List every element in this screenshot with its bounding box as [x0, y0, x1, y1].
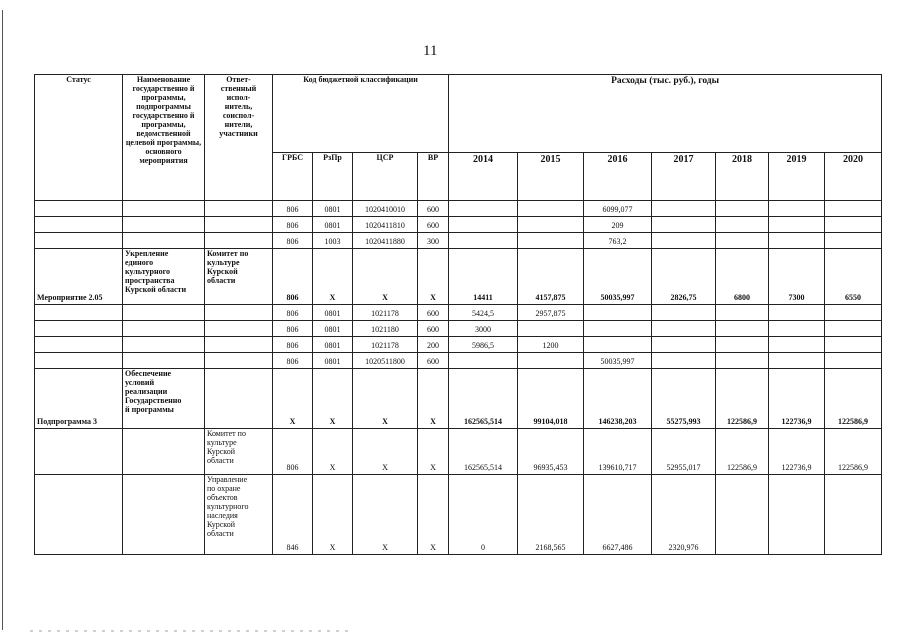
header-vr: ВР [418, 153, 449, 201]
cell-y2014 [449, 429, 518, 475]
header-rzpr: РзПр [313, 153, 353, 201]
cell-csr [353, 305, 418, 321]
header-year: 2016 [584, 153, 652, 201]
cell-text: 2168,565 [535, 543, 566, 553]
table-row [35, 249, 882, 305]
cell-status [35, 353, 123, 369]
cell-resp [205, 201, 273, 217]
cell-y2018 [716, 353, 769, 369]
cell-text: 50035,997 [600, 357, 635, 367]
cell-y2016 [584, 201, 652, 217]
cell-y2016 [584, 353, 652, 369]
cell-text: 0801 [324, 221, 341, 231]
cell-text: 1020411880 [365, 237, 405, 247]
cell-y2016 [584, 233, 652, 249]
cell-name [123, 369, 205, 429]
cell-text: 162565,514 [464, 417, 503, 427]
cell-y2020 [825, 321, 882, 337]
cell-text: 1020511800 [365, 357, 405, 367]
cell-y2017 [652, 337, 716, 353]
cell-text: 806 [286, 221, 299, 231]
table-row [35, 201, 882, 217]
cell-text: Комитет по культуре Курской области [207, 429, 246, 465]
cell-text: 1021178 [371, 341, 399, 351]
cell-y2014 [449, 217, 518, 233]
cell-text: 600 [427, 325, 440, 335]
cell-text: 122586,9 [727, 417, 758, 427]
cell-y2015 [518, 369, 584, 429]
cell-csr [353, 337, 418, 353]
header-budget-code: Код бюджетной классификации [273, 75, 449, 153]
cell-rzpr [313, 249, 353, 305]
cell-y2018 [716, 475, 769, 555]
cell-text: 6800 [734, 293, 751, 303]
cell-status [35, 305, 123, 321]
cell-y2016 [584, 249, 652, 305]
cell-resp [205, 249, 273, 305]
cell-y2020 [825, 305, 882, 321]
header-year: 2015 [518, 153, 584, 201]
cell-text: X [329, 543, 336, 553]
cell-y2014 [449, 305, 518, 321]
cell-y2017 [652, 321, 716, 337]
cell-text: 6550 [845, 293, 862, 303]
cell-text: X [382, 463, 388, 473]
cell-grbs [273, 475, 313, 555]
cell-text: 14411 [473, 293, 493, 303]
table-row [35, 475, 882, 555]
cell-vr [418, 369, 449, 429]
cell-text: 3000 [475, 325, 492, 335]
cell-text: 2826,75 [670, 293, 697, 303]
cell-text: Управление по охране объектов культурного наследия Курской области [207, 475, 249, 538]
cell-y2018 [716, 217, 769, 233]
cell-y2014 [449, 233, 518, 249]
cell-text: 806 [286, 357, 299, 367]
cell-text: 162565,514 [464, 463, 503, 473]
header-expenses: Расходы (тыс. руб.), годы [449, 75, 882, 153]
cell-vr [418, 475, 449, 555]
cell-grbs [273, 305, 313, 321]
cell-y2018 [716, 369, 769, 429]
table-row [35, 233, 882, 249]
cell-grbs [273, 353, 313, 369]
scan-noise [30, 630, 350, 632]
cell-text: 146238,203 [598, 417, 637, 427]
cell-text: Комитет по культуре Курской области [207, 249, 249, 285]
cell-text: 139610,717 [598, 463, 637, 473]
cell-text: 600 [427, 357, 440, 367]
header-year: 2014 [449, 153, 518, 201]
cell-y2019 [769, 201, 825, 217]
cell-text: 300 [427, 237, 440, 247]
cell-vr [418, 217, 449, 233]
header-csr: ЦСР [353, 153, 418, 201]
cell-text: 200 [427, 341, 440, 351]
cell-vr [418, 321, 449, 337]
cell-text: X [430, 417, 436, 427]
header-year: 2018 [716, 153, 769, 201]
cell-y2019 [769, 217, 825, 233]
cell-text: Мероприятие 2.05 [37, 293, 103, 303]
cell-csr [353, 217, 418, 233]
cell-grbs [273, 233, 313, 249]
cell-status [35, 249, 123, 305]
page-left-edge [2, 10, 3, 630]
table-body [35, 201, 882, 555]
cell-y2014 [449, 353, 518, 369]
cell-text: 2320,976 [668, 543, 699, 553]
cell-text: 806 [286, 463, 299, 473]
cell-text: 122736,9 [781, 463, 812, 473]
cell-text: X [329, 463, 336, 473]
cell-resp [205, 353, 273, 369]
cell-vr [418, 337, 449, 353]
cell-y2015 [518, 353, 584, 369]
table-row [35, 429, 882, 475]
cell-y2017 [652, 369, 716, 429]
cell-text: X [382, 543, 388, 553]
cell-y2015 [518, 475, 584, 555]
table-row [35, 369, 882, 429]
cell-y2018 [716, 429, 769, 475]
cell-text: 2957,875 [535, 309, 566, 319]
cell-name [123, 353, 205, 369]
cell-text: X [329, 293, 336, 303]
cell-rzpr [313, 369, 353, 429]
cell-text: 806 [286, 309, 299, 319]
cell-y2015 [518, 249, 584, 305]
cell-status [35, 321, 123, 337]
cell-y2020 [825, 217, 882, 233]
cell-text: 600 [427, 309, 440, 319]
cell-y2017 [652, 201, 716, 217]
cell-name [123, 249, 205, 305]
cell-y2019 [769, 429, 825, 475]
cell-text: 1003 [324, 237, 341, 247]
cell-name [123, 321, 205, 337]
cell-y2016 [584, 305, 652, 321]
cell-csr [353, 249, 418, 305]
cell-grbs [273, 201, 313, 217]
cell-y2019 [769, 353, 825, 369]
cell-y2017 [652, 233, 716, 249]
cell-name [123, 305, 205, 321]
table-row [35, 305, 882, 321]
header-year: 2019 [769, 153, 825, 201]
cell-y2019 [769, 321, 825, 337]
header-year: 2020 [825, 153, 882, 201]
cell-y2018 [716, 233, 769, 249]
cell-rzpr [313, 201, 353, 217]
cell-y2017 [652, 475, 716, 555]
cell-y2019 [769, 233, 825, 249]
cell-text: 1021180 [371, 325, 399, 335]
cell-status [35, 429, 123, 475]
cell-text: 0 [481, 543, 486, 553]
cell-text: 1200 [542, 341, 559, 351]
cell-text: 5424,5 [472, 309, 495, 319]
cell-text: 122586,9 [838, 417, 869, 427]
cell-csr [353, 201, 418, 217]
cell-y2018 [716, 305, 769, 321]
cell-rzpr [313, 353, 353, 369]
cell-text: 122586,9 [838, 463, 869, 473]
cell-text: 6627,486 [602, 543, 633, 553]
cell-text: X [329, 417, 336, 427]
cell-name [123, 201, 205, 217]
cell-grbs [273, 337, 313, 353]
cell-status [35, 217, 123, 233]
header-status: Статус [35, 75, 123, 201]
cell-grbs [273, 249, 313, 305]
cell-text: 846 [286, 543, 299, 553]
cell-csr [353, 353, 418, 369]
cell-rzpr [313, 305, 353, 321]
cell-text: 1020411810 [365, 221, 405, 231]
cell-rzpr [313, 337, 353, 353]
cell-y2017 [652, 217, 716, 233]
cell-resp [205, 337, 273, 353]
cell-vr [418, 249, 449, 305]
cell-text: X [382, 417, 388, 427]
cell-csr [353, 321, 418, 337]
cell-y2016 [584, 475, 652, 555]
cell-y2020 [825, 337, 882, 353]
cell-text: X [430, 293, 436, 303]
cell-y2014 [449, 201, 518, 217]
cell-text: X [382, 293, 388, 303]
cell-y2015 [518, 305, 584, 321]
cell-y2016 [584, 337, 652, 353]
cell-rzpr [313, 321, 353, 337]
cell-grbs [273, 369, 313, 429]
cell-y2015 [518, 201, 584, 217]
cell-y2017 [652, 353, 716, 369]
cell-name [123, 233, 205, 249]
cell-y2016 [584, 369, 652, 429]
table-row [35, 217, 882, 233]
cell-text: 209 [611, 221, 624, 231]
table-row [35, 321, 882, 337]
cell-text: 0801 [324, 341, 341, 351]
cell-text: 0801 [324, 325, 341, 335]
cell-text: 0801 [324, 205, 341, 215]
cell-y2020 [825, 353, 882, 369]
cell-y2016 [584, 217, 652, 233]
header-name: Наименование государственно й программы, подпрограммы государственно й программы, ведомственной целевой программы, основного мероприятия [123, 75, 205, 201]
cell-resp [205, 321, 273, 337]
cell-y2019 [769, 249, 825, 305]
cell-text: 806 [286, 325, 299, 335]
cell-csr [353, 429, 418, 475]
cell-name [123, 429, 205, 475]
cell-text: 806 [286, 237, 299, 247]
cell-resp [205, 217, 273, 233]
cell-y2015 [518, 429, 584, 475]
table-row [35, 353, 882, 369]
cell-text: 4157,875 [535, 293, 566, 303]
cell-y2014 [449, 337, 518, 353]
cell-vr [418, 201, 449, 217]
cell-text: 7300 [788, 293, 805, 303]
cell-y2018 [716, 201, 769, 217]
cell-name [123, 217, 205, 233]
cell-y2020 [825, 429, 882, 475]
cell-text: 763,2 [608, 237, 627, 247]
cell-y2014 [449, 369, 518, 429]
cell-vr [418, 305, 449, 321]
cell-vr [418, 429, 449, 475]
cell-text: 52955,017 [666, 463, 701, 473]
cell-text: 122586,9 [727, 463, 758, 473]
cell-text: 1021178 [371, 309, 399, 319]
cell-csr [353, 369, 418, 429]
cell-grbs [273, 217, 313, 233]
cell-grbs [273, 321, 313, 337]
cell-resp [205, 233, 273, 249]
cell-text: 806 [286, 341, 299, 351]
cell-text: 55275,993 [666, 417, 701, 427]
cell-text: X [289, 417, 296, 427]
cell-y2020 [825, 249, 882, 305]
cell-vr [418, 353, 449, 369]
cell-y2014 [449, 321, 518, 337]
cell-name [123, 337, 205, 353]
cell-y2017 [652, 249, 716, 305]
cell-text: 50035,997 [600, 293, 635, 303]
cell-y2018 [716, 249, 769, 305]
cell-text: 1020410010 [365, 205, 405, 215]
header-grbs: ГРБС [273, 153, 313, 201]
cell-y2016 [584, 429, 652, 475]
cell-rzpr [313, 217, 353, 233]
cell-status [35, 369, 123, 429]
cell-grbs [273, 429, 313, 475]
cell-status [35, 475, 123, 555]
cell-text: 0801 [324, 357, 341, 367]
cell-text: 806 [286, 293, 299, 303]
cell-y2015 [518, 217, 584, 233]
cell-text: Обеспечение условий реализации Государственно й программы [125, 369, 182, 414]
cell-y2019 [769, 369, 825, 429]
cell-status [35, 201, 123, 217]
cell-y2019 [769, 475, 825, 555]
cell-text: 0801 [324, 309, 341, 319]
cell-resp [205, 475, 273, 555]
cell-y2017 [652, 305, 716, 321]
cell-y2017 [652, 429, 716, 475]
cell-y2018 [716, 337, 769, 353]
cell-rzpr [313, 429, 353, 475]
cell-y2014 [449, 249, 518, 305]
cell-text: 600 [427, 205, 440, 215]
cell-resp [205, 429, 273, 475]
cell-text: 5986,5 [472, 341, 495, 351]
cell-text: 96935,453 [533, 463, 568, 473]
cell-y2019 [769, 337, 825, 353]
cell-vr [418, 233, 449, 249]
cell-csr [353, 233, 418, 249]
cell-name [123, 475, 205, 555]
cell-y2020 [825, 369, 882, 429]
table-row [35, 337, 882, 353]
cell-text: 99104,018 [533, 417, 568, 427]
header-responsible: Ответ- ственный испол- нитель, соиспол- нители, участники [205, 75, 273, 201]
cell-csr [353, 475, 418, 555]
cell-y2016 [584, 321, 652, 337]
cell-resp [205, 369, 273, 429]
cell-y2014 [449, 475, 518, 555]
cell-y2015 [518, 337, 584, 353]
cell-y2018 [716, 321, 769, 337]
budget-table [34, 74, 882, 555]
cell-y2015 [518, 233, 584, 249]
cell-rzpr [313, 233, 353, 249]
cell-text: Подпрограмма 3 [37, 417, 98, 427]
cell-y2019 [769, 305, 825, 321]
cell-text: 6099,077 [602, 205, 633, 215]
cell-text: 600 [427, 221, 440, 231]
cell-status [35, 337, 123, 353]
cell-y2020 [825, 233, 882, 249]
cell-y2020 [825, 201, 882, 217]
cell-text: 806 [286, 205, 299, 215]
cell-status [35, 233, 123, 249]
cell-text: Укрепление единого культурного пространства Курской области [125, 249, 187, 294]
header-year: 2017 [652, 153, 716, 201]
cell-text: X [430, 543, 436, 553]
cell-text: X [430, 463, 436, 473]
cell-text: 122736,9 [781, 417, 812, 427]
page-number: 11 [423, 43, 438, 59]
cell-rzpr [313, 475, 353, 555]
cell-y2020 [825, 475, 882, 555]
cell-y2015 [518, 321, 584, 337]
cell-resp [205, 305, 273, 321]
